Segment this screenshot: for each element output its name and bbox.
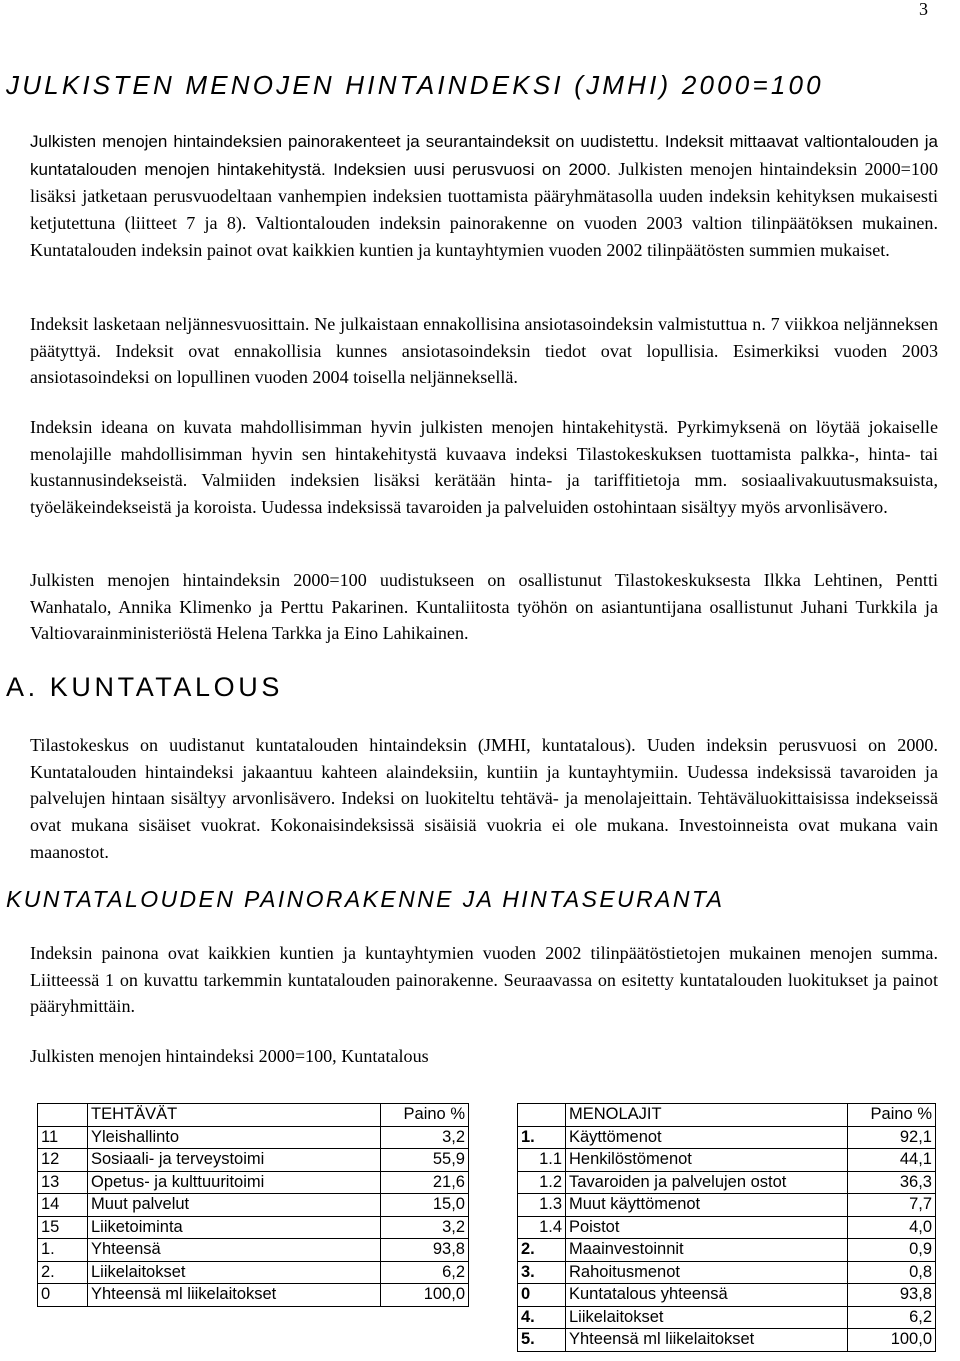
row-weight: 7,7 (848, 1194, 936, 1217)
row-name: Muut palvelut (88, 1194, 381, 1217)
row-name: Liikelaitokset (566, 1306, 848, 1329)
row-weight: 93,8 (848, 1284, 936, 1307)
intro-sans-text: Julkisten menojen hintaindeksien painorakenteet ja seurantaindeksit on uudistettu. Indeksit mittaavat valtiontalouden ja kuntatalouden menojen hintakehitystä. Indeksien uusi perusvuosi on 2000. (30, 132, 938, 179)
row-name: Liikelaitokset (88, 1261, 381, 1284)
table-caption: Julkisten menojen hintaindeksi 2000=100, Kuntatalous (30, 1046, 429, 1066)
section-a-text: Tilastokeskus on uudistanut kuntatalouden hintaindeksin (JMHI, kuntatalous). Uuden indeksin perusvuosi on 2000. Kuntatalouden hintaindeksi jakaantuu kahteen alaindeksiin, kuntiin ja kuntayhtymiin. Uudessa indeksissä tavaroiden ja palvelujen hintaan sisältyy arvonlisävero. Indeksi on luokiteltu tehtävä- ja menolajeittain. Tehtäväluokittaisissa indekseissä ovat mukana sisäiset vuokrat. Kokonaisindeksissä sisäisiä vuokria ei ole mukana. Investoinneista ovat mukana vain maanostot. (30, 735, 938, 862)
table-row (518, 1239, 936, 1262)
intro-serif-text: Julkisten menojen hintaindeksin 2000=100 lisäksi jatketaan perusvuodeltaan vanhempien indeksien tuottamista pääryhmätasolla uuden indeksin kehityksen mukaisesti ketjutettuna (liitteet 7 ja 8). Valtiontalouden indeksin painorakenne on vuoden 2003 valtion tilinpäätöksen mukainen. Kuntatalouden indeksin painot ovat kaikkien kuntien ja kuntayhtymien vuoden 2002 tilinpäätösten summien mukaiset. (30, 158, 938, 260)
row-name: Sosiaali- ja terveystoimi (88, 1149, 381, 1172)
row-name: Yhteensä ml liikelaitokset (566, 1329, 848, 1352)
table-header-row (38, 1104, 469, 1127)
row-weight: 15,0 (381, 1194, 469, 1217)
row-code: 2. (38, 1261, 88, 1284)
column-header: Paino % (381, 1104, 469, 1127)
column-header: MENOLAJIT (566, 1104, 848, 1127)
row-name: Tavaroiden ja palvelujen ostot (566, 1171, 848, 1194)
table-row (38, 1171, 469, 1194)
row-code: 2. (518, 1239, 566, 1262)
row-name: Opetus- ja kulttuuritoimi (88, 1171, 381, 1194)
row-weight: 3,2 (381, 1126, 469, 1149)
row-weight: 100,0 (848, 1329, 936, 1352)
row-weight: 3,2 (381, 1216, 469, 1239)
page-number: 3 (919, 0, 928, 19)
row-code: 0 (518, 1284, 566, 1307)
column-header (518, 1104, 566, 1127)
table-row (38, 1194, 469, 1217)
row-name: Muut käyttömenot (566, 1194, 848, 1217)
table-row (38, 1216, 469, 1239)
row-weight: 6,2 (381, 1261, 469, 1284)
row-code: 0 (38, 1284, 88, 1307)
row-name: Liiketoiminta (88, 1216, 381, 1239)
expense-types-table (517, 1103, 936, 1352)
row-code: 1. (38, 1239, 88, 1262)
table-row (518, 1194, 936, 1217)
row-weight: 6,2 (848, 1306, 936, 1329)
row-name: Yhteensä ml liikelaitokset (88, 1284, 381, 1307)
table-row (518, 1149, 936, 1172)
row-name: Käyttömenot (566, 1126, 848, 1149)
table-row (518, 1171, 936, 1194)
row-weight: 93,8 (381, 1239, 469, 1262)
row-name: Henkilöstömenot (566, 1149, 848, 1172)
table-row (38, 1284, 469, 1307)
row-name: Yleishallinto (88, 1126, 381, 1149)
row-code: 1.1 (518, 1149, 566, 1172)
tasks-table (37, 1103, 469, 1307)
column-header (38, 1104, 88, 1127)
table-row (38, 1239, 469, 1262)
section-b-heading: KUNTATALOUDEN PAINORAKENNE JA HINTASEURANTA (6, 886, 725, 912)
row-weight: 36,3 (848, 1171, 936, 1194)
row-code: 13 (38, 1171, 88, 1194)
row-name: Maainvestoinnit (566, 1239, 848, 1262)
row-weight: 0,8 (848, 1261, 936, 1284)
row-name: Rahoitusmenot (566, 1261, 848, 1284)
row-code: 5. (518, 1329, 566, 1352)
row-code: 14 (38, 1194, 88, 1217)
row-code: 1. (518, 1126, 566, 1149)
table-row (518, 1284, 936, 1307)
table-row (38, 1261, 469, 1284)
row-code: 3. (518, 1261, 566, 1284)
row-weight: 100,0 (381, 1284, 469, 1307)
row-name: Yhteensä (88, 1239, 381, 1262)
row-code: 15 (38, 1216, 88, 1239)
row-code: 11 (38, 1126, 88, 1149)
row-code: 12 (38, 1149, 88, 1172)
table-row (518, 1261, 936, 1284)
row-name: Kuntatalous yhteensä (566, 1284, 848, 1307)
table-row (38, 1149, 469, 1172)
column-header: Paino % (848, 1104, 936, 1127)
row-code: 1.4 (518, 1216, 566, 1239)
intro-paragraph-3: Indeksin ideana on kuvata mahdollisimman hyvin julkisten menojen hintakehitystä. Pyrkimyksenä on löytää jokaiselle menolajille mahdollisimman hyvin sen hintakehitystä kuvaava indeksi Tilastokeskuksen tuottamista palkka-, hinta- tai kustannusindekseistä. Valmiiden indeksien lisäksi kerätään hinta- ja tariffitietoja mm. sosiaalivakuutusmaksuista, työeläkeindekseistä ja koroista. Uudessa indeksissä tavaroiden ja palveluiden ostohintaan sisältyy myös arvonlisävero. (30, 417, 938, 518)
row-weight: 4,0 (848, 1216, 936, 1239)
table-row (38, 1126, 469, 1149)
intro-paragraph-4: Julkisten menojen hintaindeksin 2000=100 uudistukseen on osallistunut Tilastokeskuksesta Ilkka Lehtinen, Pentti Wanhatalo, Annika Klimenko ja Perttu Pakarinen. Kuntaliitosta työhön on asiantuntijana osallistunut Juhani Turkkila ja Valtiovarainministeriöstä Helena Tarkka ja Eino Lahikainen. (30, 570, 938, 644)
table-row (518, 1126, 936, 1149)
row-weight: 21,6 (381, 1171, 469, 1194)
table-header-row (518, 1104, 936, 1127)
row-weight: 92,1 (848, 1126, 936, 1149)
section-a-heading: A. KUNTATALOUS (6, 672, 283, 702)
table-row (518, 1329, 936, 1352)
section-b-text: Indeksin painona ovat kaikkien kuntien ja kuntayhtymien vuoden 2002 tilinpäätöstietojen mukainen menojen summa. Liitteessä 1 on kuvattu tarkemmin kuntatalouden painorakenne. Seuraavassa on esitetty kuntatalouden luokitukset ja painot pääryhmittäin. (30, 943, 938, 1017)
row-code: 4. (518, 1306, 566, 1329)
table-row (518, 1306, 936, 1329)
row-weight: 55,9 (381, 1149, 469, 1172)
column-header: TEHTÄVÄT (88, 1104, 381, 1127)
row-code: 1.2 (518, 1171, 566, 1194)
intro-paragraph-1 (30, 128, 938, 264)
intro-paragraph-2: Indeksit lasketaan neljännesvuosittain. Ne julkaistaan ennakollisina ansiotasoindeksin valmistuttua n. 7 viikkoa neljänneksen päätyttyä. Indeksit ovat ennakollisia kunnes ansiotasoindeksin tiedot ovat lopullisia. Esimerkiksi vuoden 2003 ansiotasoindeksi on lopullinen vuoden 2004 toisella neljänneksellä. (30, 314, 938, 388)
row-weight: 44,1 (848, 1149, 936, 1172)
row-weight: 0,9 (848, 1239, 936, 1262)
row-code: 1.3 (518, 1194, 566, 1217)
row-name: Poistot (566, 1216, 848, 1239)
table-row (518, 1216, 936, 1239)
page-title: JULKISTEN MENOJEN HINTAINDEKSI (JMHI) 2000=100 (6, 70, 824, 100)
